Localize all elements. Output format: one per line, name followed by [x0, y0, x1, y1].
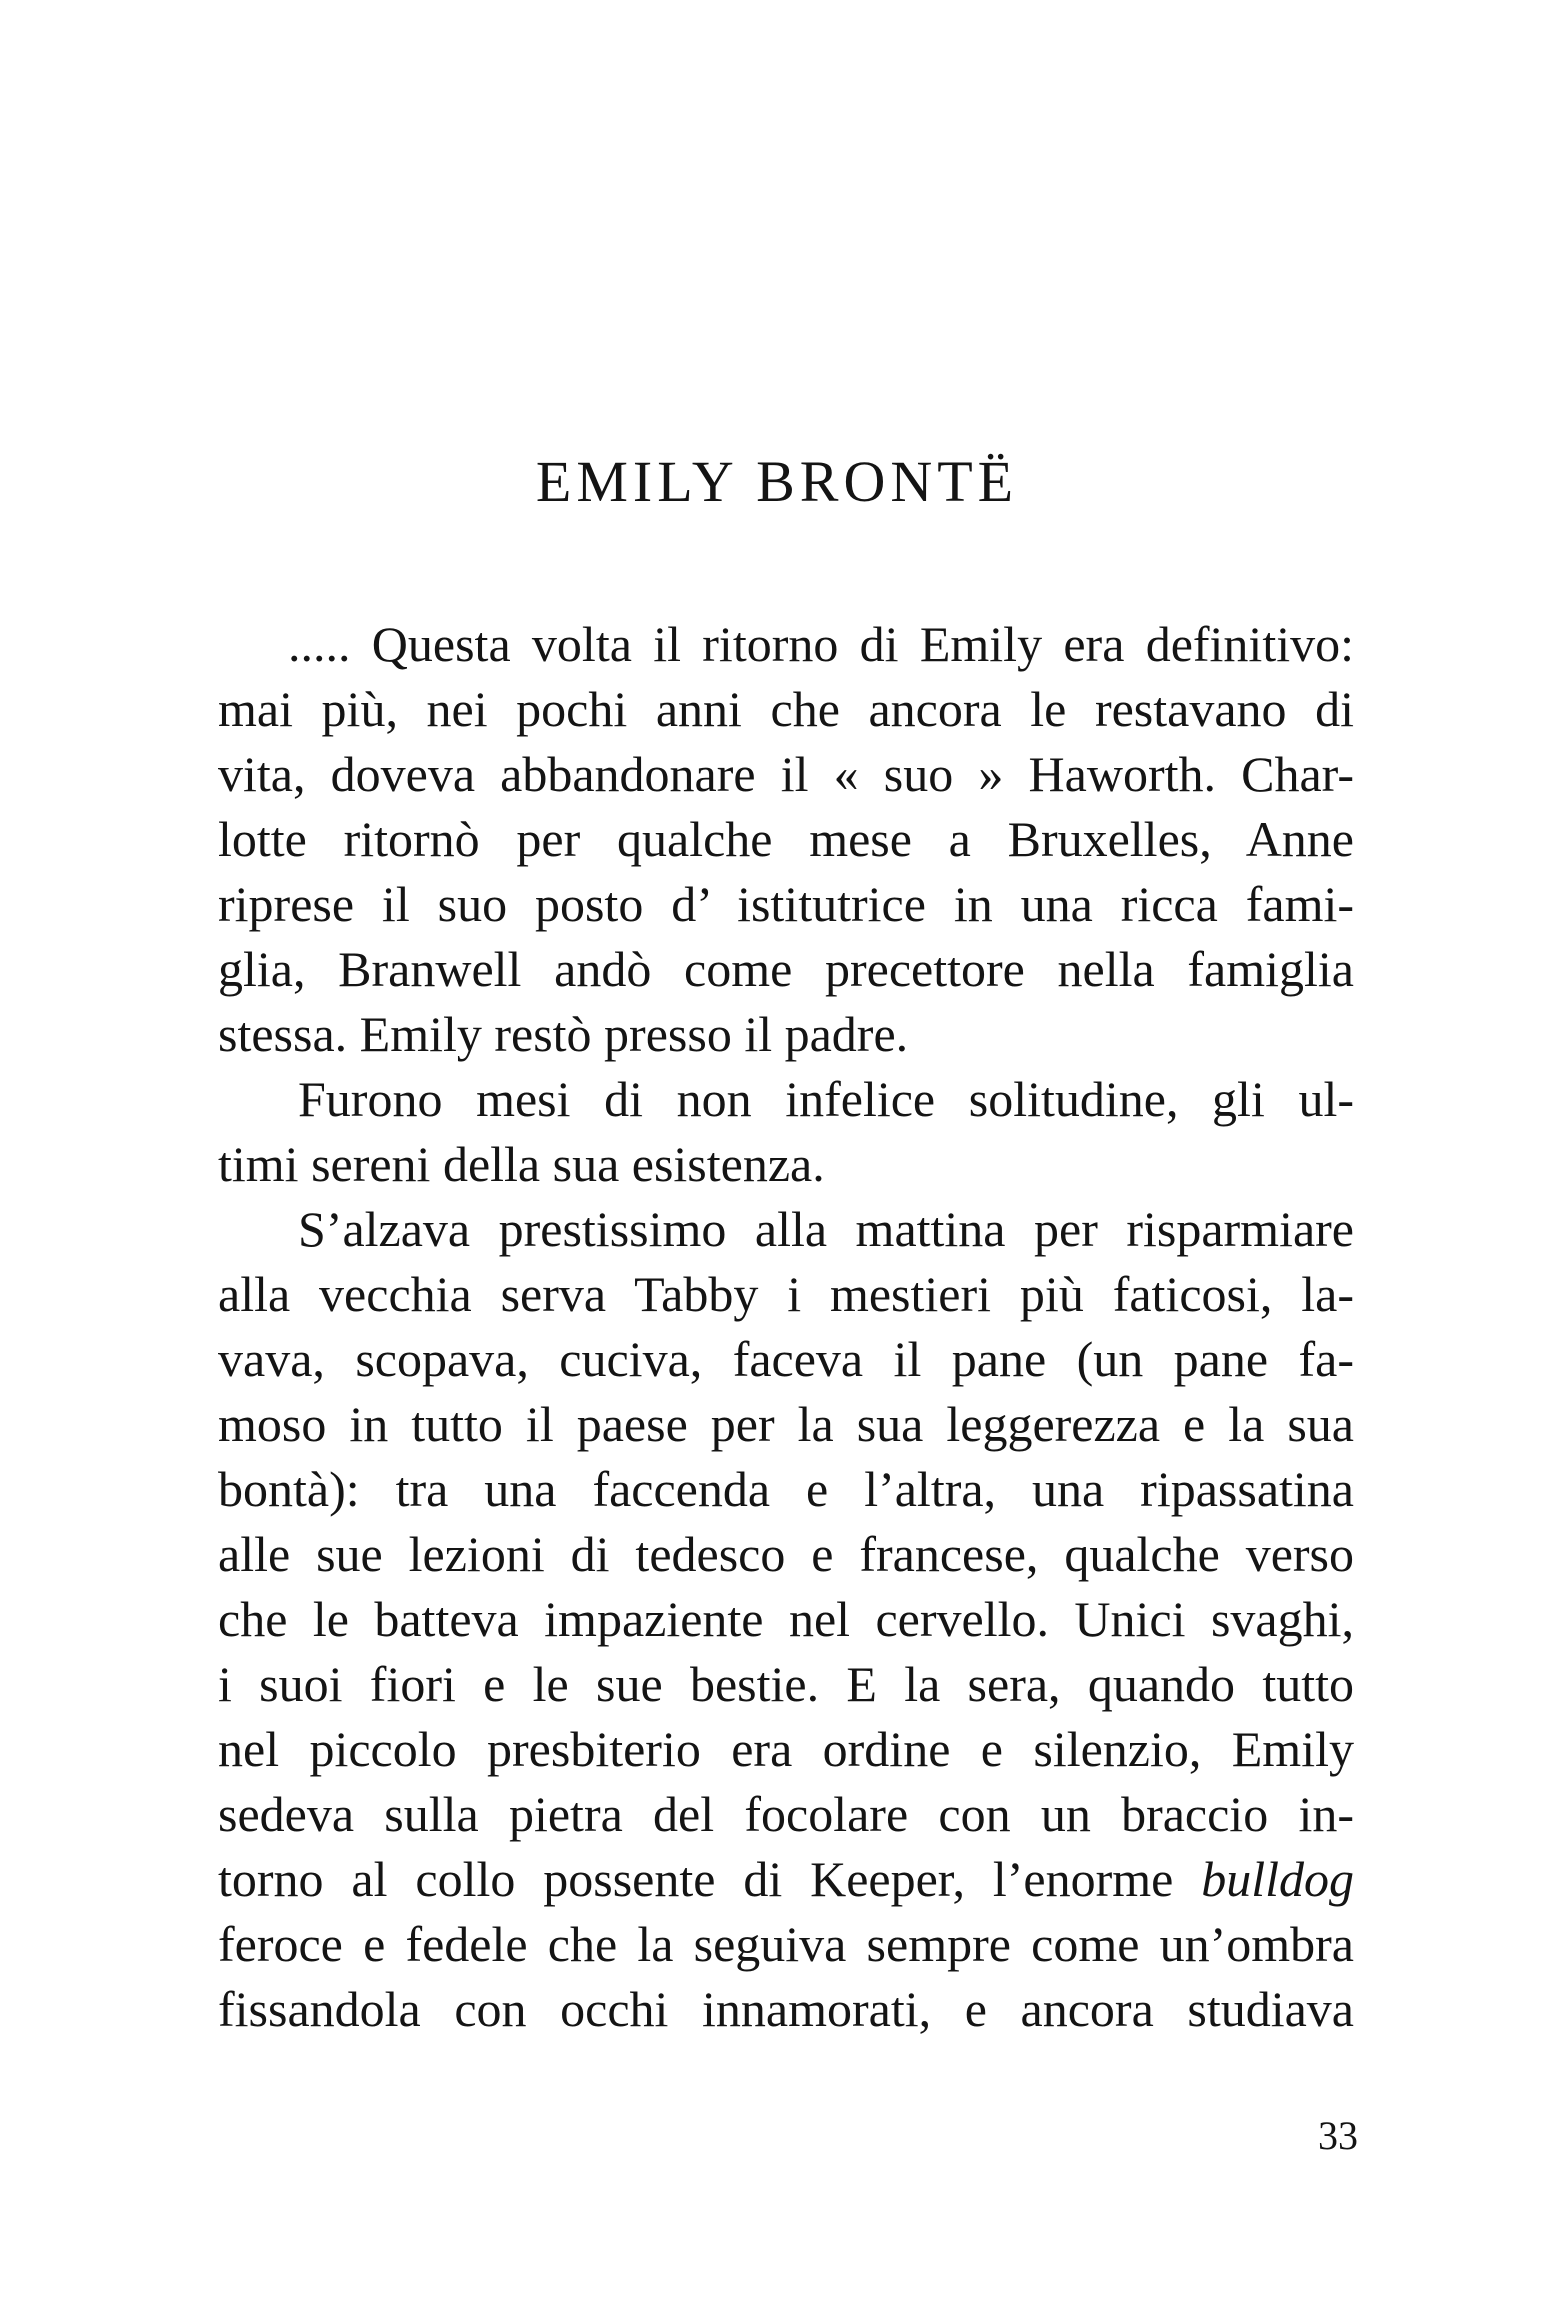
text-line: riprese il suo posto d’ istitutrice in una ricca fami-: [218, 876, 1354, 932]
text-line: stessa. Emily restò presso il padre.: [218, 1006, 909, 1062]
text-segment: torno al collo possente di Keeper, l’enorme: [218, 1851, 1202, 1907]
text-line: bontà): tra una faccenda e l’altra, una ripassatina: [218, 1461, 1354, 1517]
text-line-with-italic: [218, 1847, 1354, 1912]
text-line: Furono mesi di non infelice solitudine, gli ul-: [298, 1071, 1354, 1127]
text-line: mai più, nei pochi anni che ancora le restavano di: [218, 681, 1354, 737]
text-line: ..... Questa volta il ritorno di Emily era definitivo:: [288, 616, 1354, 672]
body-text: [218, 612, 1354, 2042]
text-line: sedeva sulla pietra del focolare con un braccio in-: [218, 1786, 1354, 1842]
text-line: feroce e fedele che la seguiva sempre come un’ombra: [218, 1916, 1354, 1972]
text-line: vava, scopava, cuciva, faceva il pane (un pane fa-: [218, 1331, 1354, 1387]
text-line: i suoi fiori e le sue bestie. E la sera, quando tutto: [218, 1656, 1354, 1712]
text-line: vita, doveva abbandonare il « suo » Haworth. Char-: [218, 746, 1354, 802]
text-line: lotte ritornò per qualche mese a Bruxelles, Anne: [218, 811, 1354, 867]
text-line: alle sue lezioni di tedesco e francese, qualche verso: [218, 1526, 1354, 1582]
text-line: fissandola con occhi innamorati, e ancora studiava: [218, 1981, 1354, 2037]
chapter-title: EMILY BRONTË: [535, 449, 1019, 514]
text-line: che le batteva impaziente nel cervello. Unici svaghi,: [218, 1591, 1354, 1647]
page-number: 33: [1318, 2113, 1358, 2158]
text-line: alla vecchia serva Tabby i mestieri più faticosi, la-: [218, 1266, 1354, 1322]
text-line: timi sereni della sua esistenza.: [218, 1136, 825, 1192]
italic-word: bulldog: [1201, 1851, 1354, 1907]
text-line: moso in tutto il paese per la sua leggerezza e la sua: [218, 1396, 1354, 1452]
text-line: glia, Branwell andò come precettore nella famiglia: [218, 941, 1354, 997]
text-line: S’alzava prestissimo alla mattina per risparmiare: [298, 1201, 1354, 1257]
text-line: nel piccolo presbiterio era ordine e silenzio, Emily: [218, 1721, 1354, 1777]
